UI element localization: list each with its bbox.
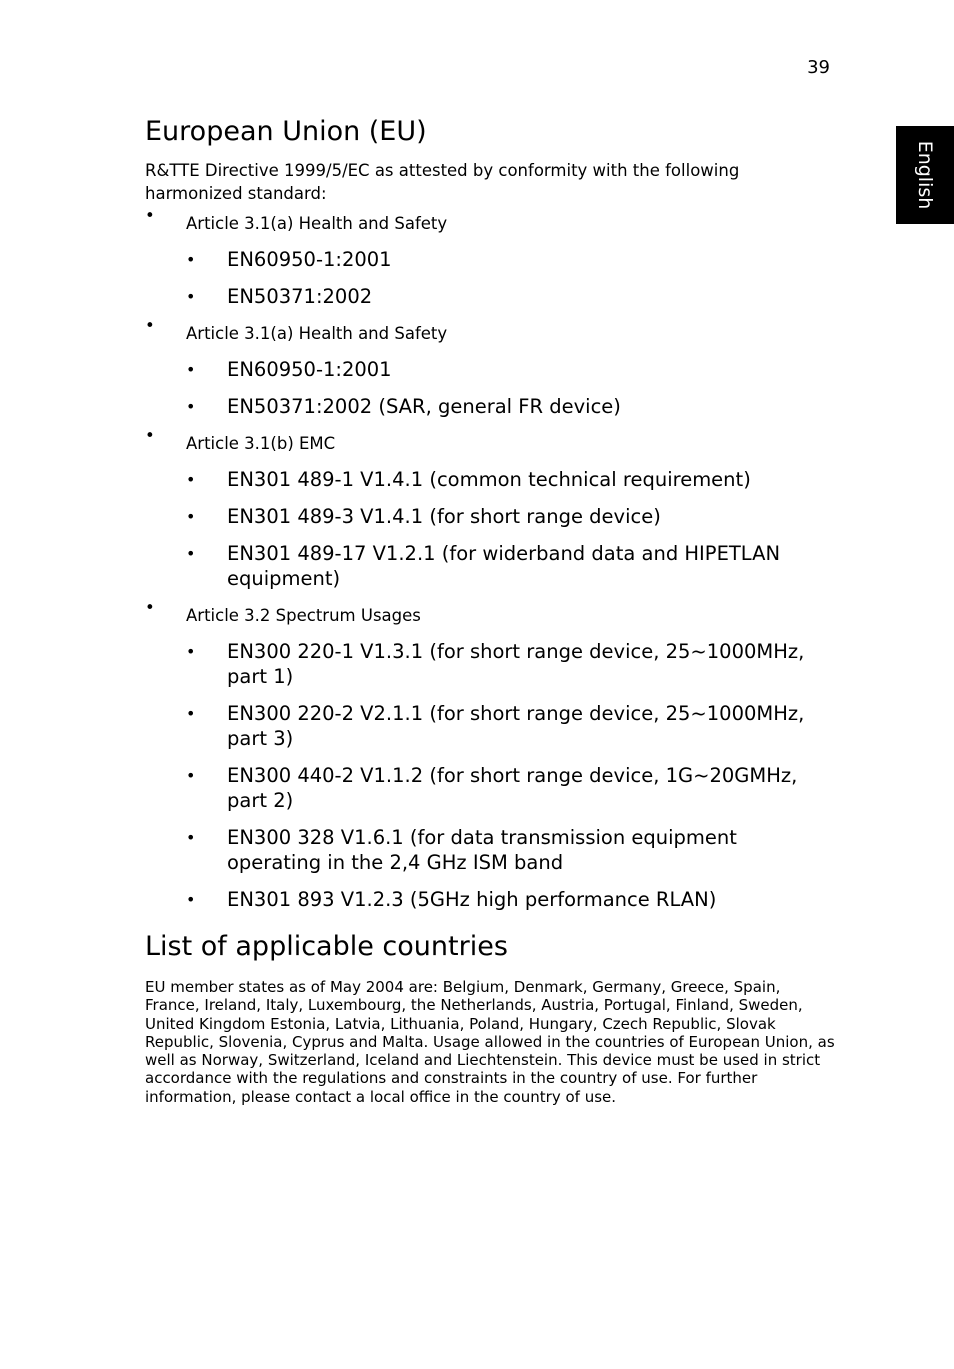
standard-list: [186, 467, 835, 591]
page-number: 39: [807, 57, 830, 78]
standard-item: • EN50371:2002: [186, 284, 835, 309]
article-item: [145, 315, 835, 419]
section-heading-eu: European Union (EU): [145, 116, 427, 147]
countries-paragraph: EU member states as of May 2004 are: Belgium, Denmark, Germany, Greece, Spain, France, Ireland, Italy, Luxembourg, the Netherlands, Austria, Portugal, Finland, Sweden, United Kingdom Estonia, Latvia, Lithuania, Poland, Hungary, Czech Republic, Slovak Republic, Slovenia, Cyprus and Malta. Usage allowed in the countries of European Union, as well as Norway, Switzerland, Iceland and Liechtenstein. This device must be used in strict accordance with the regulations and constraints in the country of use. For further information, please contact a local office in the country of use.: [145, 978, 835, 1106]
section-heading-countries: List of applicable countries: [145, 931, 508, 962]
article-label: • Article 3.1(b) EMC: [186, 434, 336, 453]
language-tab-label: English: [914, 140, 936, 210]
standard-item: • EN50371:2002 (SAR, general FR device): [186, 394, 835, 419]
standard-item: • EN60950-1:2001: [186, 357, 835, 382]
directive-intro: R&TTE Directive 1999/5/EC as attested by conformity with the following harmonized standard:: [145, 161, 740, 203]
standard-item: • EN301 489-17 V1.2.1 (for widerband data and HIPETLAN equipment): [186, 541, 835, 591]
article-list: [145, 205, 835, 912]
article-label: • Article 3.2 Spectrum Usages: [186, 606, 421, 625]
standard-item: • EN300 328 V1.6.1 (for data transmission equipment operating in the 2,4 GHz ISM band: [186, 825, 835, 875]
article-item: [145, 597, 835, 912]
standard-item: • EN300 220-2 V2.1.1 (for short range device, 25~1000MHz, part 3): [186, 701, 835, 751]
standard-item: • EN300 440-2 V1.1.2 (for short range device, 1G~20GMHz, part 2): [186, 763, 835, 813]
standard-list: [186, 357, 835, 419]
article-label: • Article 3.1(a) Health and Safety: [186, 324, 448, 343]
language-tab: [896, 126, 954, 224]
standard-item: • EN301 489-1 V1.4.1 (common technical requirement): [186, 467, 835, 492]
standard-item: • EN301 893 V1.2.3 (5GHz high performance RLAN): [186, 887, 835, 912]
article-label: • Article 3.1(a) Health and Safety: [186, 214, 448, 233]
article-item: [145, 425, 835, 591]
standard-item: • EN300 220-1 V1.3.1 (for short range device, 25~1000MHz, part 1): [186, 639, 835, 689]
standard-list: [186, 639, 835, 912]
page-content: [145, 115, 835, 1106]
standard-item: • EN301 489-3 V1.4.1 (for short range device): [186, 504, 835, 529]
article-item: [145, 205, 835, 309]
standard-item: • EN60950-1:2001: [186, 247, 835, 272]
standard-list: [186, 247, 835, 309]
